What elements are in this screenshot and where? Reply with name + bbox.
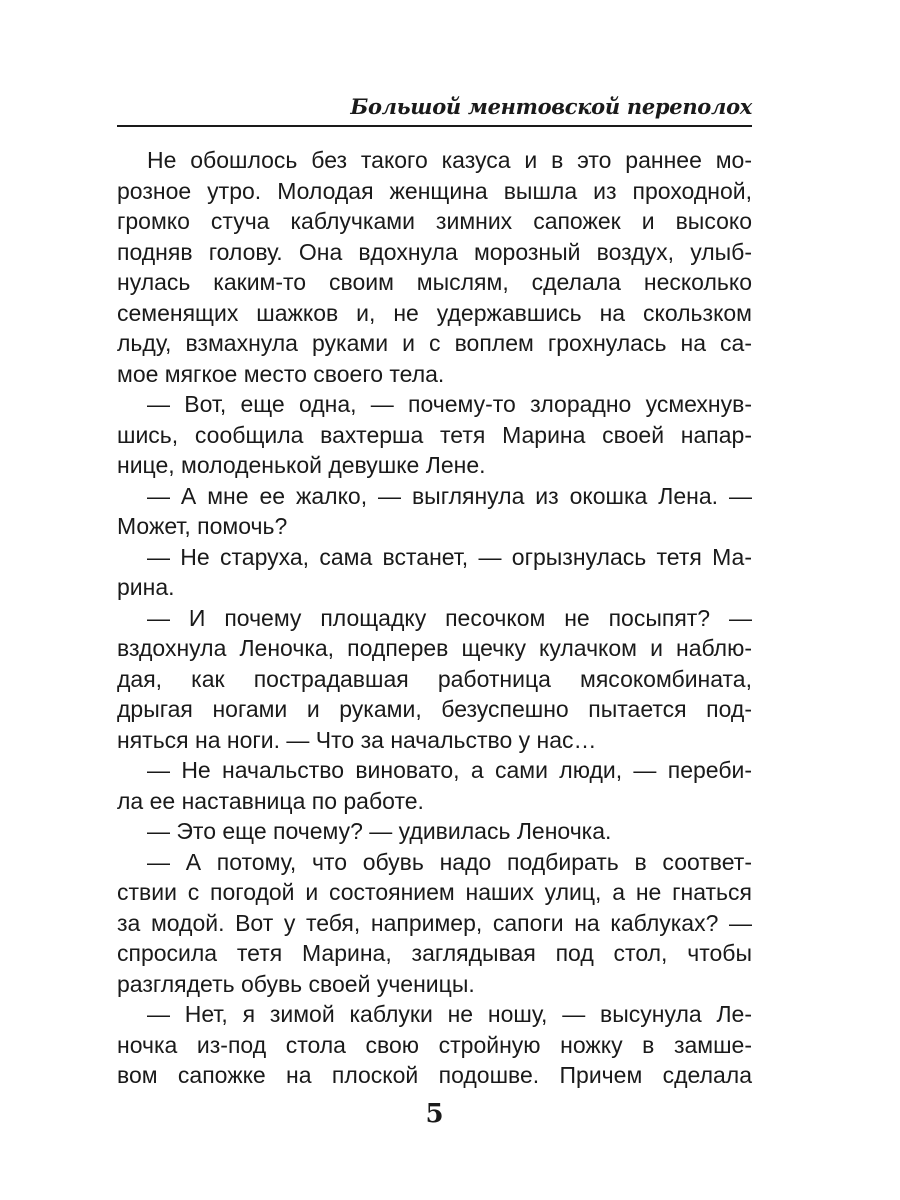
text-line: ла ее наставница по работе. — [117, 787, 424, 814]
text-line: разглядеть обувь своей ученицы. — [117, 970, 475, 997]
text-line: — Это еще почему? — удивилась Леночка. — [147, 818, 612, 844]
text-line: — Не старуха, сама встанет, — огрызнулась тетя Ма- — [147, 543, 752, 570]
header-rule — [117, 125, 752, 127]
page-number: 5 — [425, 1099, 444, 1129]
text-line: ствии с погодой и состоянием наших улиц, а не гнаться — [117, 879, 752, 905]
text-line: Не обошлось без такого казуса и в это раннее мо- — [147, 147, 752, 173]
text-line: — А мне ее жалко, — выглянула из окошка Лена. — — [147, 482, 752, 509]
text-line: рина. — [117, 574, 175, 600]
text-line: — А потому, что обувь надо подбирать в соответ- — [147, 848, 752, 875]
text-line: за модой. Вот у тебя, например, сапоги на каблуках? — — [117, 909, 752, 936]
text-line: вом сапожке на плоской подошве. Причем сделала — [117, 1062, 752, 1088]
running-title: Большой ментовской переполох — [350, 94, 752, 119]
text-line: дрыгая ногами и руками, безуспешно пытается под- — [117, 696, 752, 722]
text-line: спросила тетя Марина, заглядывая под стол, чтобы — [117, 940, 752, 966]
text-line: шись, сообщила вахтерша тетя Марина своей напар- — [117, 421, 752, 448]
body-text — [117, 145, 752, 1091]
text-line: семенящих шажков и, не удержавшись на скользком — [117, 299, 752, 326]
text-line: Может, помочь? — [117, 513, 288, 539]
text-line: дая, как пострадавшая работница мясокомбината, — [117, 665, 752, 692]
text-line: громко стуча каблучками зимних сапожек и высоко — [117, 208, 752, 234]
text-line: мое мягкое место своего тела. — [117, 360, 445, 387]
text-line: нице, молоденькой девушке Лене. — [117, 452, 486, 478]
text-line: нулась каким-то своим мыслям, сделала несколько — [117, 269, 752, 295]
text-line: — Не начальство виновато, а сами люди, — переби- — [147, 757, 752, 783]
text-line: розное утро. Молодая женщина вышла из проходной, — [117, 177, 752, 204]
text-line: — Вот, еще одна, — почему-то злорадно усмехнув- — [147, 391, 752, 417]
text-line: — Нет, я зимой каблуки не ношу, — высунула Ле- — [147, 1001, 752, 1027]
text-line: няться на ноги. — Что за начальство у нас… — [117, 726, 597, 753]
text-line: льду, взмахнула руками и с воплем грохнулась на са- — [117, 330, 752, 356]
text-line: — И почему площадку песочком не посыпят? — — [147, 604, 752, 631]
text-line: вздохнула Леночка, подперев щечку кулачком и наблю- — [117, 635, 752, 661]
text-line: ночка из-под стола свою стройную ножку в замше- — [117, 1031, 752, 1058]
text-line: подняв голову. Она вдохнула морозный воздух, улыб- — [117, 238, 752, 265]
